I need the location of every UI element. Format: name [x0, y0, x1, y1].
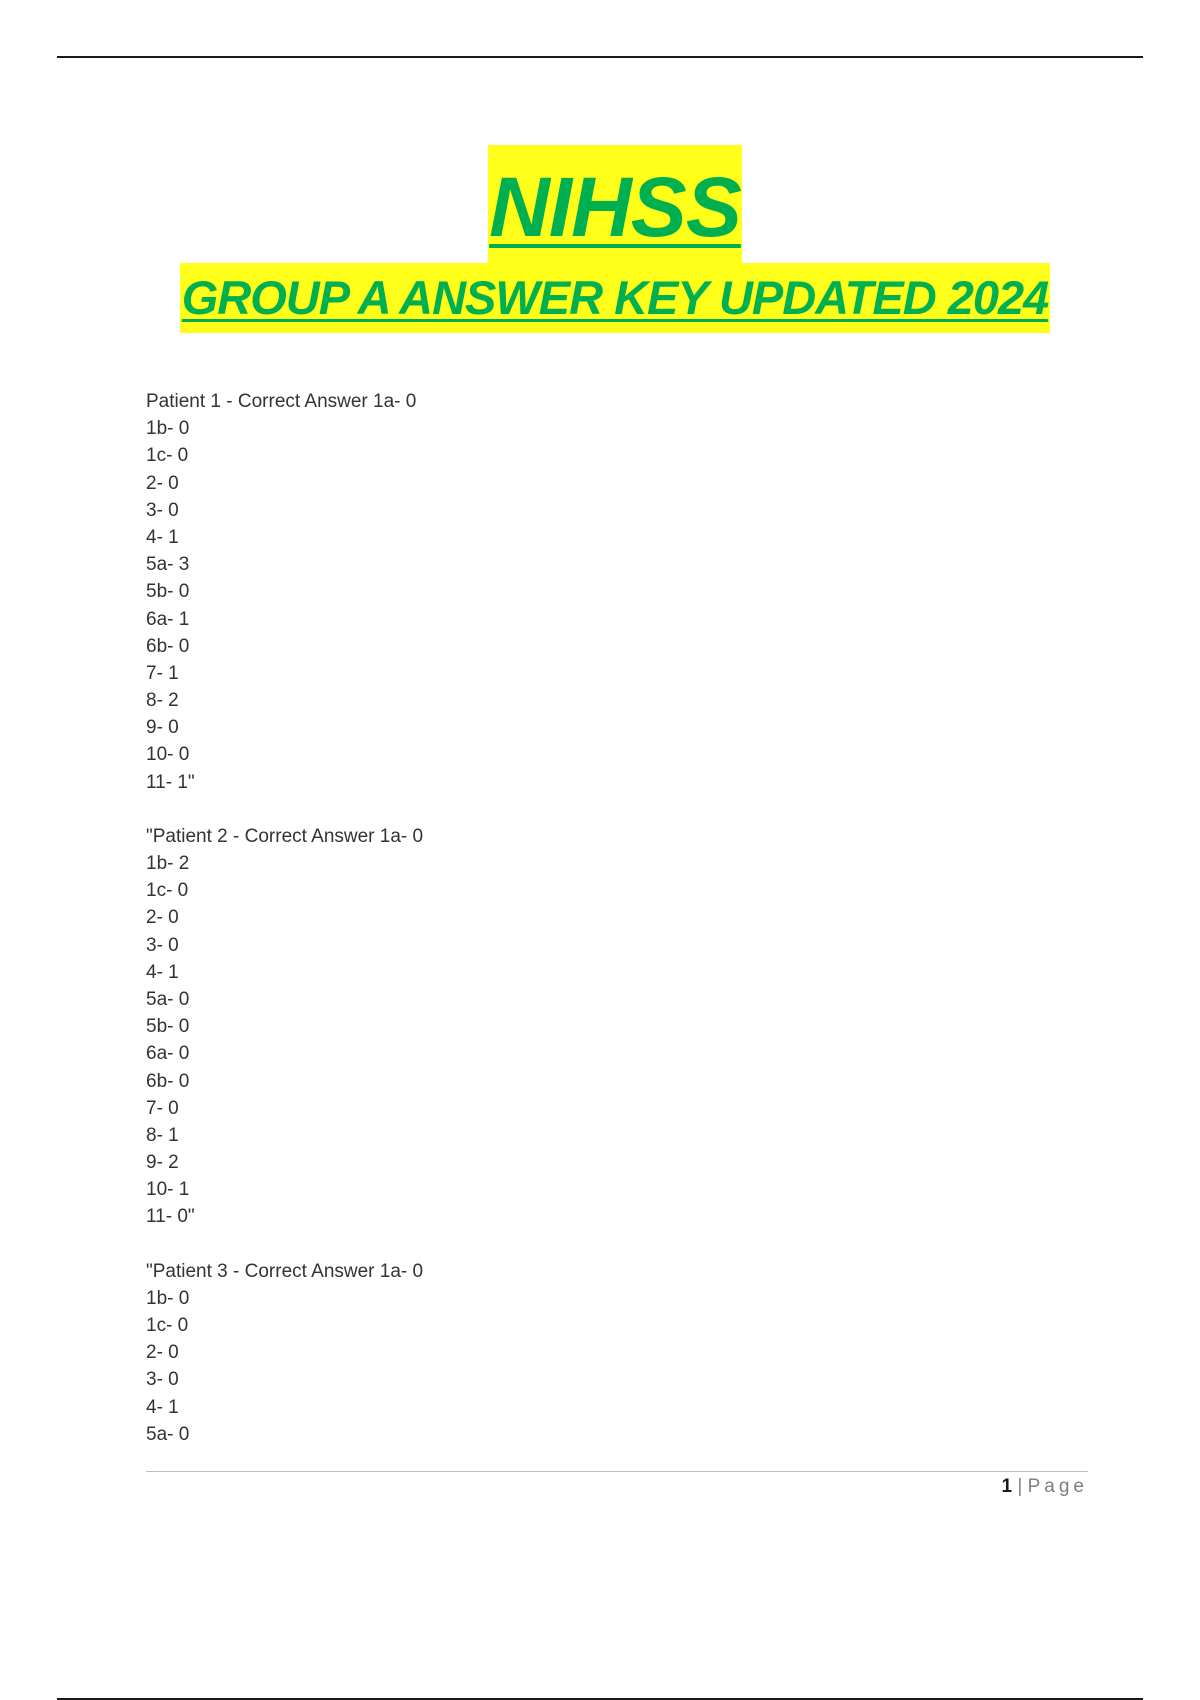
- answer-line: 3- 0: [146, 499, 179, 521]
- answer-line: 11- 0": [146, 1206, 195, 1228]
- answer-line: 4- 1: [146, 526, 179, 548]
- answer-line: 1c- 0: [146, 880, 189, 902]
- answer-line: 3- 0: [146, 1369, 179, 1391]
- answer-key-content: [146, 388, 1086, 1475]
- answer-line: 3- 0: [146, 934, 179, 956]
- answer-line: 1c- 0: [146, 1315, 189, 1336]
- answer-line: 6b- 0: [146, 635, 190, 657]
- page-number: 1: [1001, 1476, 1013, 1497]
- answer-line: 11- 1": [146, 771, 195, 793]
- patient-3-header: "Patient 3 - Correct Answer 1a- 0: [146, 1260, 424, 1282]
- answer-line: 6a- 0: [146, 1043, 190, 1065]
- subtitle-block: [0, 263, 1200, 333]
- answer-line: 6b- 0: [146, 1070, 190, 1092]
- header-rule: [57, 56, 1143, 58]
- page-separator: |: [1012, 1476, 1028, 1497]
- answer-line: 4- 1: [146, 1396, 179, 1418]
- answer-line: 8- 2: [146, 690, 179, 712]
- answer-line: 1b- 0: [146, 1287, 190, 1309]
- answer-line: 2- 0: [146, 1342, 179, 1364]
- answer-line: 9- 0: [146, 717, 179, 739]
- answer-line: 5b- 0: [146, 581, 190, 603]
- answer-line: 7- 1: [146, 662, 179, 684]
- answer-line: 5b- 0: [146, 1016, 190, 1038]
- answer-line: 2- 0: [146, 472, 179, 494]
- patient-2-header: "Patient 2 - Correct Answer 1a- 0: [146, 825, 424, 847]
- patient-2-section: [146, 823, 1086, 1231]
- page-footer: [1002, 1473, 1088, 1501]
- document-title: NIHSS: [488, 145, 742, 263]
- answer-line: 5a- 3: [146, 554, 190, 576]
- answer-line: 2- 0: [146, 907, 179, 929]
- patient-1-header: Patient 1 - Correct Answer 1a- 0: [146, 391, 417, 412]
- title-block: [0, 145, 1200, 263]
- answer-line: 9- 2: [146, 1152, 179, 1174]
- answer-line: 5a- 0: [146, 988, 190, 1010]
- answer-line: 1b- 2: [146, 853, 190, 874]
- answer-line: 8- 1: [146, 1124, 179, 1146]
- answer-line: 1c- 0: [146, 445, 189, 467]
- answer-line: 10- 0: [146, 744, 190, 766]
- answer-line: 5a- 0: [146, 1423, 190, 1445]
- footer-rule: [146, 1471, 1088, 1472]
- patient-1-section: [146, 388, 1086, 796]
- answer-line: 10- 1: [146, 1179, 190, 1201]
- answer-line: 7- 0: [146, 1097, 179, 1119]
- document-subtitle: GROUP A ANSWER KEY UPDATED 2024: [180, 263, 1051, 333]
- answer-line: 6a- 1: [146, 608, 190, 630]
- page-label: Page: [1027, 1476, 1088, 1497]
- patient-3-section: [146, 1258, 1086, 1448]
- answer-line: 4- 1: [146, 961, 179, 983]
- answer-line: 1b- 0: [146, 418, 190, 440]
